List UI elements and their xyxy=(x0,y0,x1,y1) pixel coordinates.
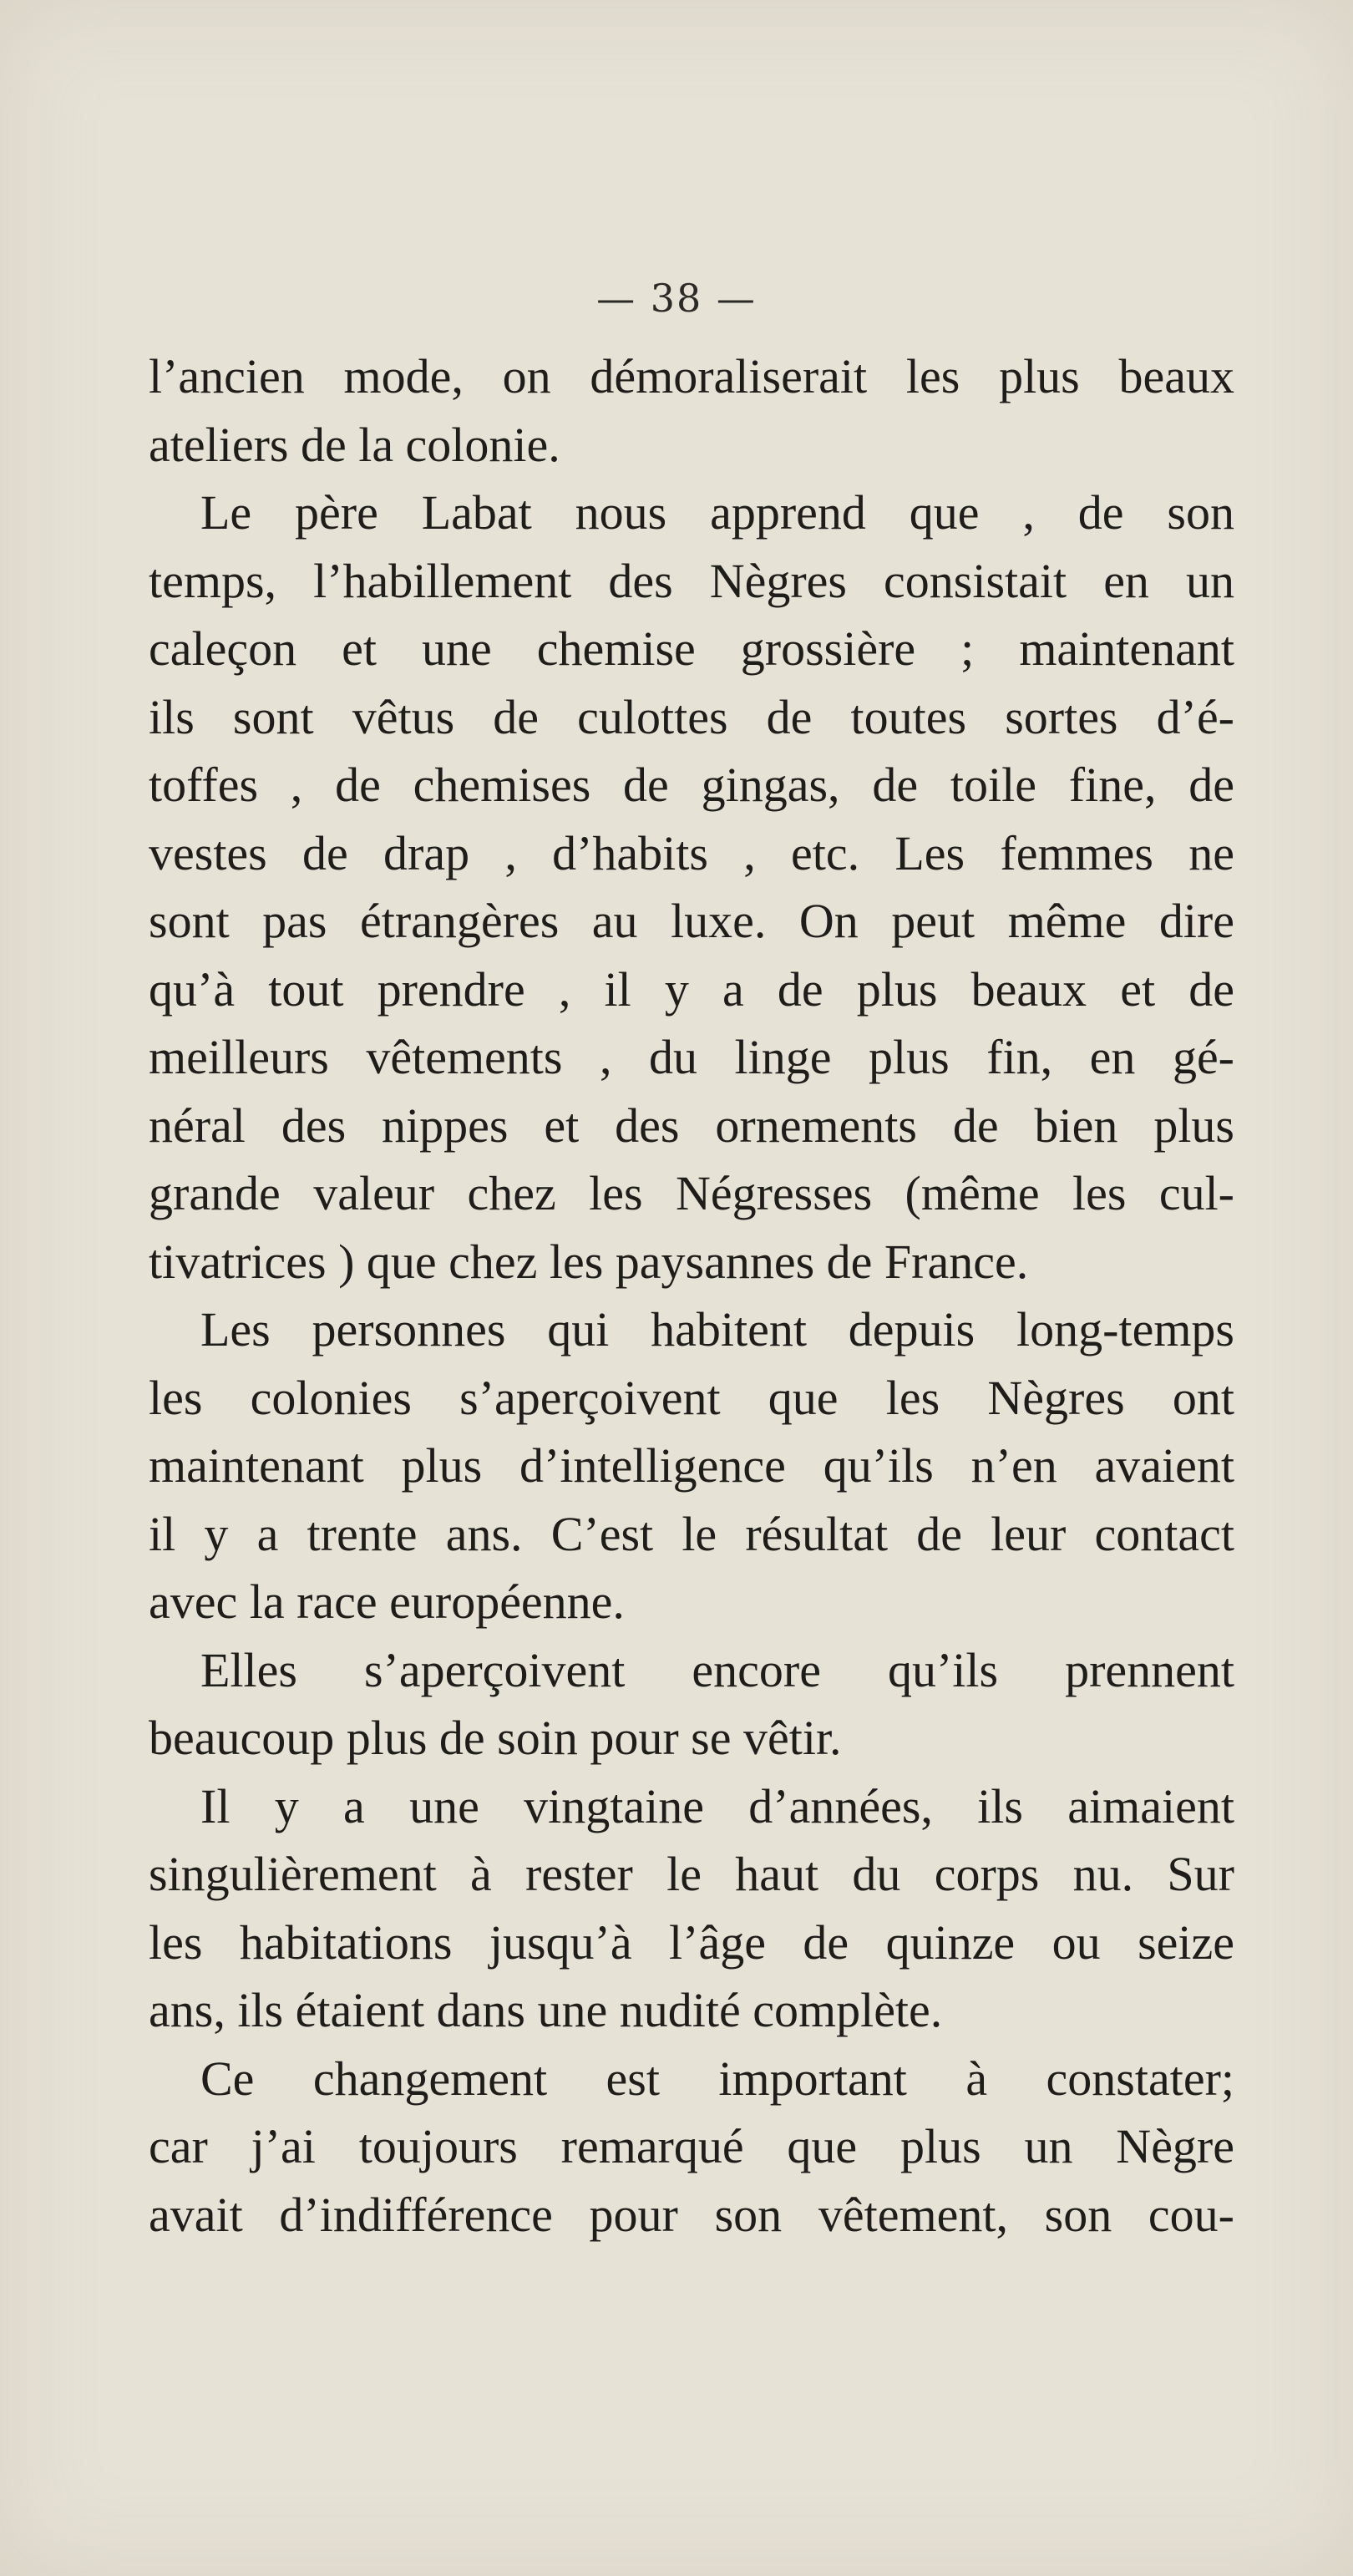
page-number: — 38 — xyxy=(596,276,757,321)
text-line: toffes , de chemises de gingas, de toile fine, de xyxy=(149,758,1234,812)
text-line: Le père Labat nous apprend que , de son xyxy=(200,485,1234,540)
text-line: avec la race européenne. xyxy=(149,1575,625,1629)
text-line: meilleurs vêtements , du linge plus fin, en gé- xyxy=(149,1030,1234,1084)
text-line: temps, l’habillement des Nègres consistait en un xyxy=(149,553,1234,608)
text-line: l’ancien mode, on démoraliserait les plus beaux xyxy=(149,349,1234,403)
text-line: Il y a une vingtaine d’années, ils aimaient xyxy=(200,1778,1234,1833)
paragraph xyxy=(149,1636,1234,1772)
text-line: caleçon et une chemise grossière ; maintenant xyxy=(149,621,1234,676)
text-line: ateliers de la colonie. xyxy=(149,417,560,472)
text-line: qu’à tout prendre , il y a de plus beaux et de xyxy=(149,961,1234,1017)
text-line: Elles s’aperçoivent encore qu’ils prennent xyxy=(200,1642,1234,1697)
text-line: car j’ai toujours remarqué que plus un Nègre xyxy=(149,2119,1234,2173)
paragraph xyxy=(149,1772,1234,2045)
paragraph xyxy=(149,1296,1234,1636)
text-line: Les personnes qui habitent depuis long-temps xyxy=(200,1302,1234,1356)
text-line: tivatrices ) que chez les paysannes de France. xyxy=(149,1234,1029,1289)
text-line: maintenant plus d’intelligence qu’ils n’en avaient xyxy=(149,1438,1234,1493)
paragraph xyxy=(149,342,1234,479)
text-line: néral des nippes et des ornements de bien plus xyxy=(149,1098,1234,1153)
text-line: ils sont vêtus de culottes de toutes sortes d’é- xyxy=(149,689,1234,744)
paragraph xyxy=(149,2045,1234,2249)
text-line: les habitations jusqu’à l’âge de quinze ou seize xyxy=(149,1914,1234,1970)
text-line: grande valeur chez les Négresses (même les cul- xyxy=(149,1166,1234,1220)
text-line: sont pas étrangères au luxe. On peut même dire xyxy=(149,894,1234,948)
text-line: vestes de drap , d’habits , etc. Les femmes ne xyxy=(149,825,1234,880)
text-line: il y a trente ans. C’est le résultat de leur contact xyxy=(149,1506,1234,1561)
text-line: avait d’indifférence pour son vêtement, son cou- xyxy=(149,2187,1234,2242)
text-line: singulièrement à rester le haut du corps nu. Sur xyxy=(149,1847,1234,1901)
body-text xyxy=(149,342,1234,2249)
text-line: Ce changement est important à constater; xyxy=(200,2051,1234,2106)
text-line: beaucoup plus de soin pour se vêtir. xyxy=(149,1711,842,1765)
text-line: ans, ils étaient dans une nudité complète. xyxy=(149,1983,943,2037)
text-line: les colonies s’aperçoivent que les Nègres ont xyxy=(149,1370,1234,1425)
paragraph xyxy=(149,479,1234,1296)
